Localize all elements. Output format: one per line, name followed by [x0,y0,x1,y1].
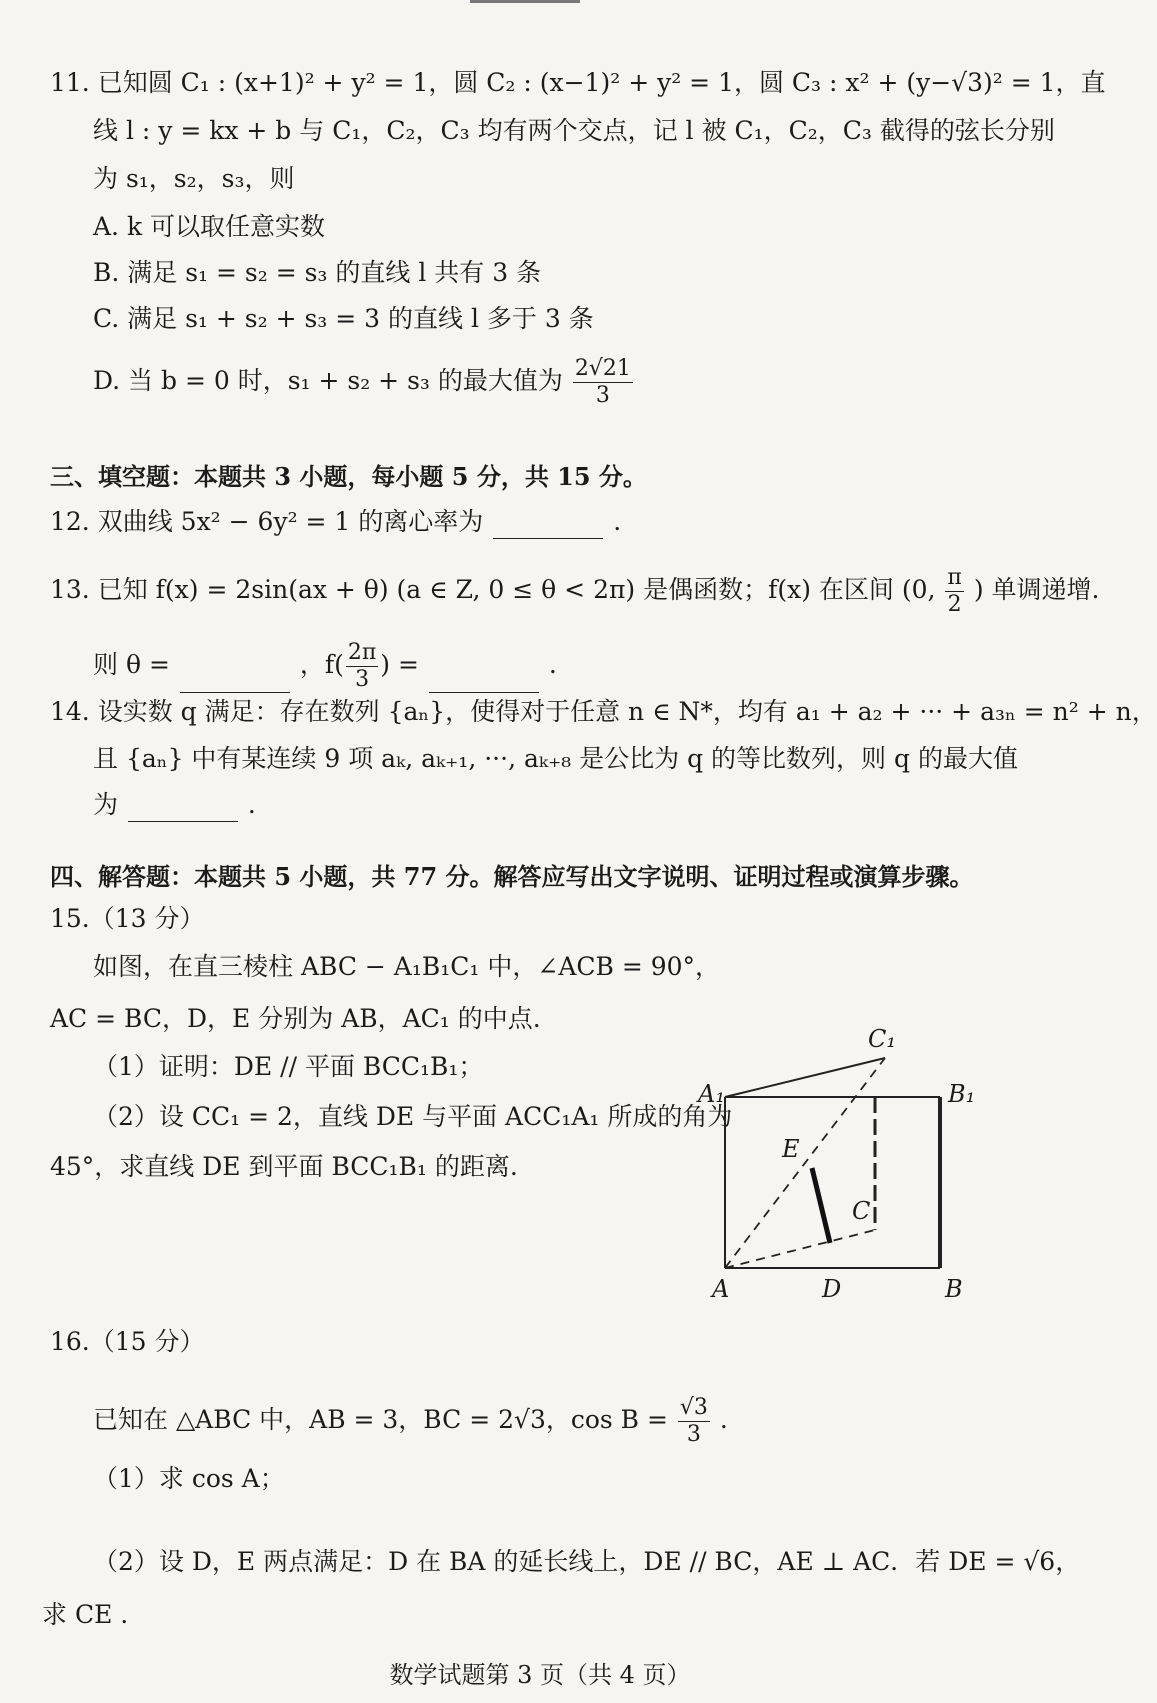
q11-option-a: A. k 可以取任意实数 [93,212,326,241]
q13-theta-label: 则 θ = [93,650,170,679]
label-b1: B₁ [948,1080,976,1108]
scan-mark [470,0,580,3]
q13-f-fraction [346,640,378,693]
q11-option-b: B. 满足 s₁ = s₂ = s₃ 的直线 l 共有 3 条 [93,258,542,287]
q15-heading: 15.（13 分） [50,904,205,933]
q16-line1 [93,1395,728,1448]
fraction-numerator: √3 [679,1395,708,1420]
q11-number: 11. [50,68,90,97]
q13-theta-blank[interactable] [180,666,290,693]
edge-a-c1 [725,1058,885,1268]
q12-text: 双曲线 5x² − 6y² = 1 的离心率为 [97,507,484,536]
q13-f-label: ，f( [299,650,344,679]
q11-option-c: C. 满足 s₁ + s₂ + s₃ = 3 的直线 l 多于 3 条 [93,304,594,333]
q16-part1: （1）求 cos A； [93,1464,285,1493]
fraction-denominator: 3 [595,383,610,408]
q11-option-d-fraction [573,356,633,409]
q11-option-d [93,356,635,409]
fraction-denominator: 2 [947,592,962,617]
q13-text-pre: 已知 f(x) = 2sin(ax + θ) (a ∈ Z, 0 ≤ θ < 2π) 是偶函数；f(x) 在区间 (0, [97,575,936,604]
q11-text-line1: 已知圆 C₁ : (x+1)² + y² = 1，圆 C₂ : (x−1)² + y² = 1，圆 C₃ : x² + (y−√3)² = 1，直 [97,68,1106,97]
q14-number: 14. [50,697,90,726]
fraction-numerator: 2π [347,640,377,665]
label-e: E [782,1135,800,1163]
edge-a1-c1 [725,1058,885,1097]
q14-line1 [50,695,1157,729]
label-a1: A₁ [698,1080,725,1108]
section-3-heading: 三、填空题：本题共 3 小题，每小题 5 分，共 15 分。 [50,462,647,491]
q15-part2: （2）设 CC₁ = 2，直线 DE 与平面 ACC₁A₁ 所成的角为 [93,1102,733,1131]
edge-a-c [725,1230,875,1268]
prism-figure [690,1025,990,1319]
q14-text-line2: 且 {aₙ} 中有某连续 9 项 aₖ, aₖ₊₁, ···, aₖ₊₈ 是公比为 q 的等比数列，则 q 的最大值 [93,744,1018,773]
label-b: B [945,1275,963,1303]
q15-text-line1: 如图，在直三棱柱 ABC − A₁B₁C₁ 中，∠ACB = 90°， [93,952,721,981]
q14-answer-blank[interactable] [128,795,238,822]
segment-de [812,1168,830,1243]
q13-text-post: ) 单调递增. [973,575,1100,604]
q15-part1: （1）证明：DE // 平面 BCC₁B₁； [93,1052,484,1081]
q15-text-line2: AC = BC，D，E 分别为 AB，AC₁ 的中点. [50,1004,541,1033]
q16-line1-end: . [719,1405,728,1434]
q11-text-line3: 为 s₁，s₂，s₃，则 [93,164,295,193]
page-footer: 数学试题第 3 页（共 4 页） [389,1661,691,1689]
q11-line1 [50,66,1106,100]
q12-line [50,505,621,539]
fraction-denominator: 3 [355,667,370,692]
q13-f-blank[interactable] [429,666,539,693]
label-c1: C₁ [868,1025,896,1053]
fraction-denominator: 3 [686,1422,701,1447]
fraction-numerator: 2√21 [574,356,631,381]
q12-number: 12. [50,507,90,536]
q14-text-line3: 为 [93,790,119,819]
q14-end: . [247,790,256,819]
label-d: D [822,1275,842,1303]
q13-f-equals: ) = [380,650,419,679]
label-a: A [712,1275,730,1303]
q12-answer-blank[interactable] [493,512,603,539]
section-4-heading: 四、解答题：本题共 5 小题，共 77 分。解答应写出文字说明、证明过程或演算步骤。 [50,862,974,891]
q14-text-line1: 设实数 q 满足：存在数列 {aₙ}，使得对于任意 n ∈ N*，均有 a₁ + a₂ + ··· + a₃ₙ = n² + n， [97,697,1157,726]
q14-line3 [93,788,256,822]
q15-text-line5: 45°，求直线 DE 到平面 BCC₁B₁ 的距离. [50,1152,518,1181]
prism-diagram [690,1025,990,1315]
q16-text-line1: 已知在 △ABC 中，AB = 3，BC = 2√3，cos B = [93,1405,668,1434]
q16-line4: 求 CE . [42,1600,129,1629]
q16-text-line4 [42,1568,129,1629]
q13-end: . [548,650,557,679]
fraction-numerator: π [947,565,962,590]
q16-part2: （2）设 D，E 两点满足：D 在 BA 的延长线上，DE // BC，AE ⊥ AC．若 DE = √6， [93,1547,1081,1576]
q13-interval-fraction [945,565,963,618]
q11-text-line2: 线 l : y = kx + b 与 C₁，C₂，C₃ 均有两个交点，记 l 被 C₁，C₂，C₃ 截得的弦长分别 [93,116,1055,145]
q16-heading: 16.（15 分） [50,1327,205,1356]
label-c: C [852,1197,871,1225]
q16-cosb-fraction [678,1395,710,1448]
q13-line1 [50,565,1100,618]
q11-option-d-text: D. 当 b = 0 时，s₁ + s₂ + s₃ 的最大值为 [93,366,563,395]
q12-end: . [613,507,622,536]
q13-line2 [93,640,557,693]
q13-number: 13. [50,575,90,604]
